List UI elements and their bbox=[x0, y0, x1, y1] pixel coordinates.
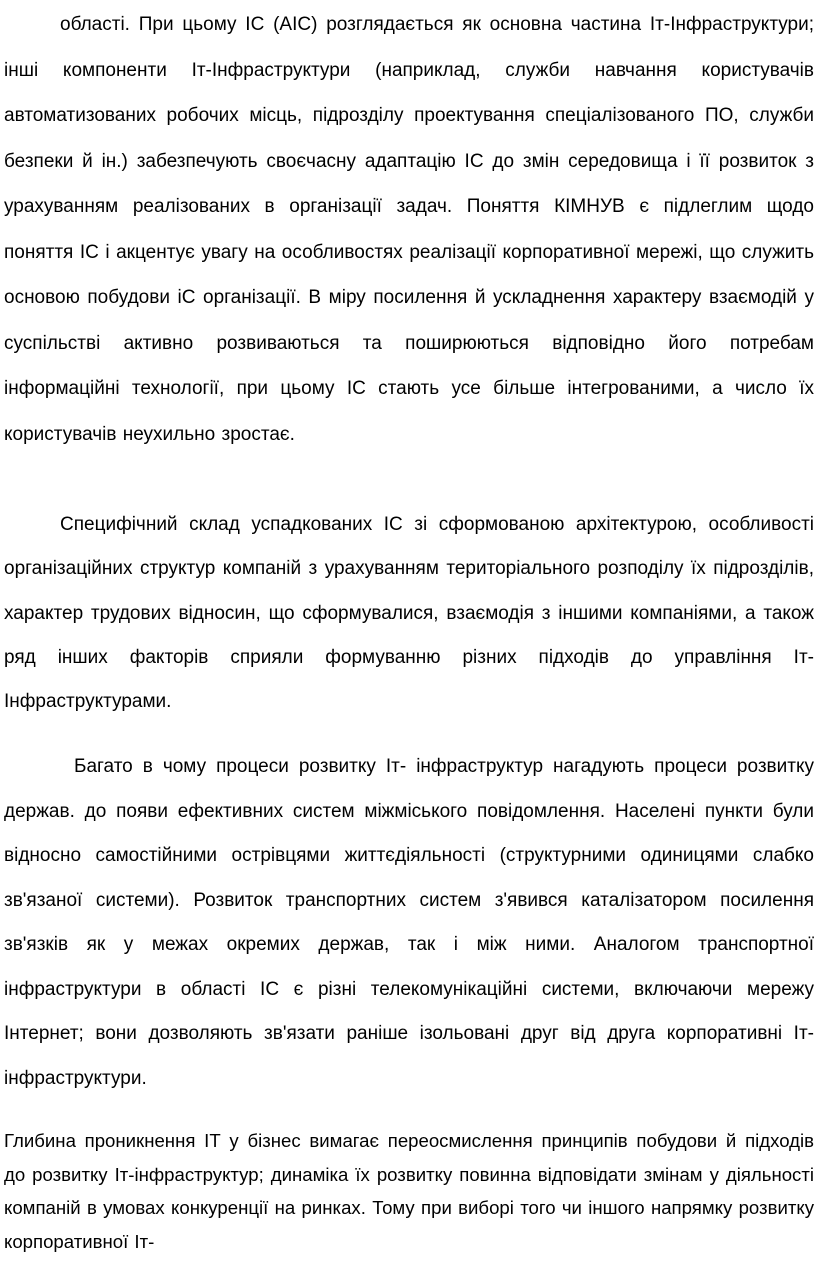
paragraph-1: області. При цьому ІС (АІС) розглядається як основна частина Іт-Інфраструктури; інші компоненти Іт-Інфраструктури (наприклад, служби навчання користувачів автоматизованих робочих місць, підрозділу проектування спеціалізованого ПО, служби безпеки й ін.) забезпечують своєчасну адаптацію ІС до змін середовища і її розвиток з урахуванням реалізованих в організації задач. Поняття КІМНУВ є підлеглим щодо поняття ІС і акцентує увагу на особливостях реалізації корпоративної мережі, що служить основою побудови іС організації. В міру посилення й ускладнення характеру взаємодій у суспільстві активно розвиваються та поширюються відповідно його потребам інформаційні технології, при цьому ІС стають усе більше інтегрованими, а число їх користувачів неухильно зростає. bbox=[4, 14, 814, 445]
paragraph-3: Багато в чому процеси розвитку Іт- інфраструктур нагадують процеси розвитку держав. до появи ефективних систем міжміського повідомлення. Населені пункти були відносно самостійними острівцями життєдіяльності (структурними одиницями слабко зв'язаної системи). Розвиток транспортних систем з'явився каталізатором посилення зв'язків як у межах окремих держав, так і між ними. Аналогом транспортної інфраструктури в області ІС є різні телекомунікаційні системи, включаючи мережу Інтернет; вони дозволяють зв'язати раніше ізольовані друг від друга корпоративні Іт- інфраструктури. bbox=[4, 756, 814, 1089]
paragraph-2: Специфічний склад успадкованих ІС зі сформованою архітектурою, особливості організаційних структур компаній з урахуванням територіального розподілу їх підрозділів, характер трудових відносин, що сформувалися, взаємодія з іншими компаніями, а також ряд інших факторів сприяли формуванню різних підходів до управління Іт-Інфраструктурами. bbox=[4, 514, 814, 713]
paragraph-4: Глибина проникнення ІТ у бізнес вимагає переосмислення принципів побудови й підходів до розвитку Іт-інфраструктур; динаміка їх розвитку повинна відповідати змінам у діяльності компаній в умовах конкуренції на ринках. Тому при виборі того чи іншого напрямку розвитку корпоративної Іт- bbox=[4, 1130, 814, 1252]
